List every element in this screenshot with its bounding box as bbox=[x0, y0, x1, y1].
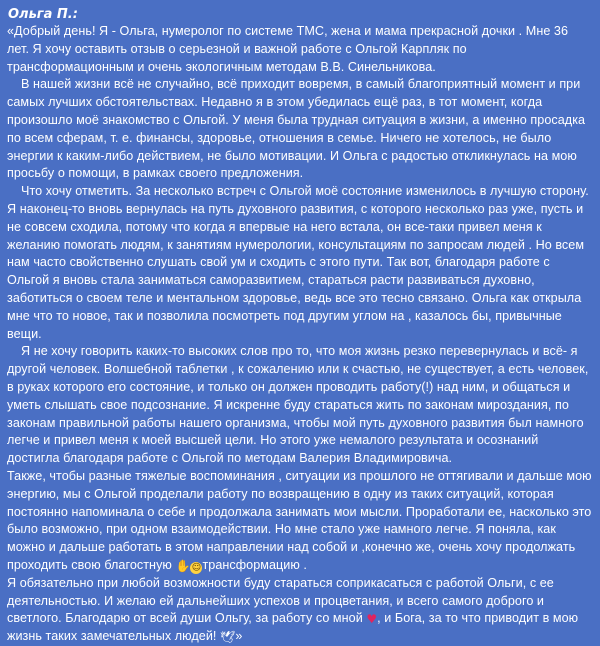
review-text bbox=[7, 23, 592, 646]
review-paragraph bbox=[7, 23, 592, 76]
heart-icon: ♥ bbox=[366, 612, 378, 627]
review-paragraph bbox=[7, 343, 592, 468]
dove-icon: 🕊 bbox=[220, 630, 236, 645]
review-paragraph bbox=[7, 468, 592, 575]
paragraph-text: Я не хочу говорить каких-то высоких слов про то, что моя жизнь резко перевернулась и всё- я другой человек. Волшебной таблетки , к сожалению или к счастью, не существует, а есть человек, в руках которого его состояние, и только он должен проводить работу(!) над ним, и общаться и уметь слышать свое подсознание. Я искренне буду стараться жить по законам мироздания, по законам правильной работы нашего организма, чтобы мой путь духовного развития был намного легче и привел меня к моей высшей цели. Но этого уже немалого результата и осознаний достигла благодаря работе с Ольгой по методам Валерия Владимировича. bbox=[7, 344, 589, 466]
paragraph-text: Также, чтобы разные тяжелые воспоминания , ситуации из прошлого не оттягивали и дальше мою энергию, мы с Ольгой проделали работу по возвращению в одну из таких ситуаций, которая постоянно напоминала о себе и продолжала занимать мои мысли. Проработали ее, насколько это было возможно, при одном взаимодействии. Но мне стало уже намного легче. Я поняла, как можно и дальше работать в этом направлении над собой и ,конечно же, очень хочу продолжать проходить свою благостную bbox=[7, 468, 592, 572]
paragraph-text: , и Бога, за то что приводит в мою жизнь таких замечательных людей! bbox=[7, 611, 579, 644]
review-paragraph bbox=[7, 76, 592, 183]
folded-hands-icon: ✋ bbox=[175, 558, 191, 573]
paragraph-text: Что хочу отметить. За несколько встреч с Ольгой моё состояние изменилось в лучшую сторону. Я наконец-то вновь вернулась на путь духовного развития, с которого несколько раз уже, пусть и не совсем сходила, потому что когда я впервые на него встала, он все-таки привел меня к желанию помогать людям, к занятиям нумерологии, консультациям по запросам людей . Но всем нам часто свойственно слушать свой ум и сходить с этого пути. Так вот, благодаря работе с Ольгой я вновь стала заниматься саморазвитием, стараться расти развиваться духовно, заботиться о своем теле и ментальном здоровье, ведь все это тесно связано. Ольга как открыла мне что то новое, так и позволила посмотреть под другим углом на , казалось бы, привычные вещи. bbox=[7, 184, 589, 341]
review-paragraph bbox=[7, 575, 592, 646]
paragraph-text: Я обязательно при любой возможности буду стараться соприкасаться с работой Ольги, с ее деятельностью. И желаю ей дальнейших успехов и процветания, и всего самого доброго и светлого. Благодарю от всей души Ольгу, за работу со мной bbox=[7, 575, 554, 626]
paragraph-text: «Добрый день! Я - Ольга, нумеролог по системе ТМС, жена и мама прекрасной дочки . Мне 36 лет. Я хочу оставить отзыв о серьезной и важной работе с Ольгой Карпляк по трансформационным и очень экологичным методам В.В. Синельникова. bbox=[7, 24, 569, 74]
paragraph-text: трансформацию . bbox=[202, 557, 307, 572]
author-name: Ольга П.: bbox=[8, 7, 78, 22]
review-paragraph bbox=[7, 183, 592, 343]
smiling-face-icon: ☺ bbox=[191, 562, 202, 573]
paragraph-text: В нашей жизни всё не случайно, всё приходит вовремя, в самый благоприятный момент и при самых лучших обстоятельствах. Недавно я в этом убедилась ещё раз, в тот момент, когда произошло моё знакомство с Ольгой. У меня была трудная ситуация в жизни, а именно просадка по всем сферам, т. е. финансы, здоровье, отношения в семье. Ничего не хотелось, не было энергии к каким-либо действием, не было мотивации. И Ольга с радостью откликнулась на мою просьбу о помощи, в рамках своего предложения. bbox=[7, 77, 586, 181]
paragraph-text: » bbox=[235, 629, 243, 644]
